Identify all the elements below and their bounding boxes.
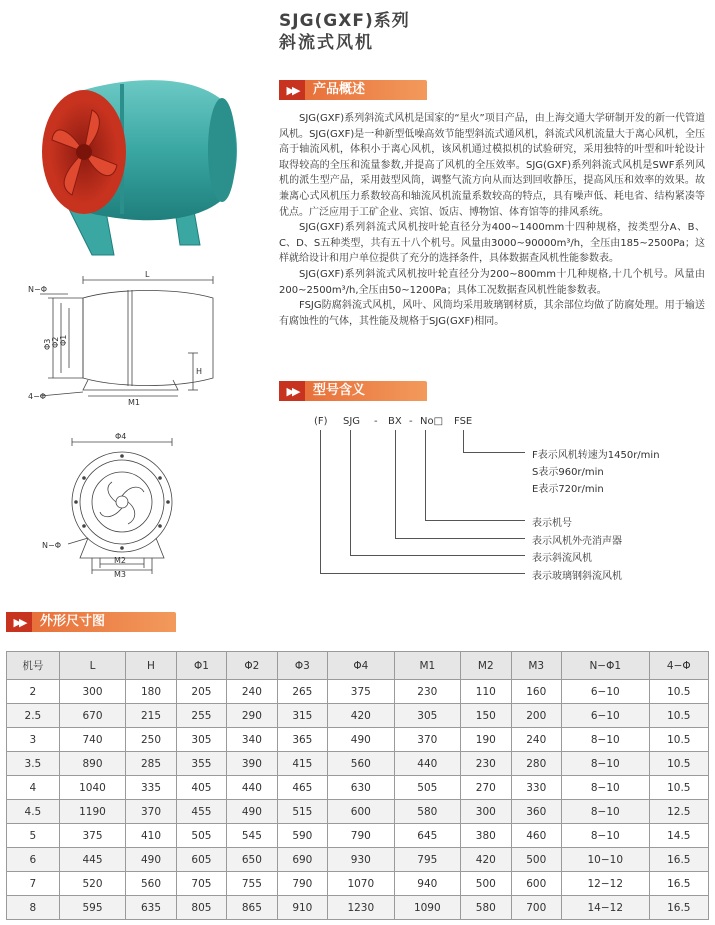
table-header: M1 xyxy=(394,652,461,680)
table-cell: 1090 xyxy=(394,896,461,920)
table-header: Φ3 xyxy=(277,652,327,680)
table-row xyxy=(7,728,709,752)
table-header-row xyxy=(7,652,709,680)
table-cell: 205 xyxy=(176,680,226,704)
table-cell: 505 xyxy=(176,824,226,848)
table-cell: 255 xyxy=(176,704,226,728)
label-phi3: Φ3 xyxy=(43,338,52,350)
table-cell: 415 xyxy=(277,752,327,776)
desc-bx: 表示风机外壳消声器 xyxy=(532,536,622,547)
table-body xyxy=(7,680,709,920)
table-cell: 1230 xyxy=(328,896,395,920)
table-cell: 10.5 xyxy=(649,752,708,776)
table-cell: 1040 xyxy=(59,776,126,800)
section-overview-header xyxy=(279,80,427,100)
page-subtitle: 斜流式风机 xyxy=(279,33,374,53)
table-cell: 755 xyxy=(227,872,277,896)
table-cell: 8 xyxy=(7,896,60,920)
table-cell: 300 xyxy=(461,800,511,824)
table-cell: 505 xyxy=(394,776,461,800)
table-cell: 2.5 xyxy=(7,704,60,728)
table-cell: 370 xyxy=(394,728,461,752)
table-header: Φ1 xyxy=(176,652,226,680)
code-part-no: No□ xyxy=(420,416,444,427)
table-cell: 590 xyxy=(277,824,327,848)
table-cell: 355 xyxy=(176,752,226,776)
table-cell: 8−10 xyxy=(561,824,649,848)
table-cell: 6 xyxy=(7,848,60,872)
table-cell: 2 xyxy=(7,680,60,704)
table-cell: 8−10 xyxy=(561,800,649,824)
section-dimensions-label: 外形尺寸图 xyxy=(32,612,176,632)
label-H: H xyxy=(196,367,203,376)
section-dimensions-header xyxy=(6,612,176,632)
table-cell: 215 xyxy=(126,704,176,728)
table-cell: 370 xyxy=(126,800,176,824)
double-chevron-icon: ▶▶ xyxy=(279,80,305,100)
table-cell: 1190 xyxy=(59,800,126,824)
table-cell: 420 xyxy=(461,848,511,872)
label-phi1: Φ1 xyxy=(59,334,68,346)
table-cell: 405 xyxy=(176,776,226,800)
table-cell: 595 xyxy=(59,896,126,920)
table-cell: 3 xyxy=(7,728,60,752)
table-header: 机号 xyxy=(7,652,60,680)
table-cell: 380 xyxy=(461,824,511,848)
table-cell: 16.5 xyxy=(649,872,708,896)
table-cell: 16.5 xyxy=(649,848,708,872)
desc-sjg: 表示斜流风机 xyxy=(532,553,592,564)
table-cell: 110 xyxy=(461,680,511,704)
table-cell: 8−10 xyxy=(561,776,649,800)
code-dash: - xyxy=(374,416,378,427)
overview-paragraph: FSJG防腐斜流式风机，风叶、风筒均采用玻璃钢材质，其余部位均做了防腐处理。用于输送有腐蚀性的气体，其性能及规格于SJG(GXF)相同。 xyxy=(279,300,705,327)
section-model-header xyxy=(279,381,427,401)
table-cell: 560 xyxy=(126,872,176,896)
table-cell: 305 xyxy=(394,704,461,728)
table-cell: 365 xyxy=(277,728,327,752)
table-cell: 670 xyxy=(59,704,126,728)
table-header: Φ2 xyxy=(227,652,277,680)
table-cell: 10.5 xyxy=(649,680,708,704)
table-row xyxy=(7,800,709,824)
code-dash: - xyxy=(409,416,413,427)
table-cell: 240 xyxy=(511,728,561,752)
table-cell: 635 xyxy=(126,896,176,920)
table-cell: 200 xyxy=(511,704,561,728)
overview-paragraph: SJG(GXF)系列斜流式风机按叶轮直径分为400~1400mm十四种规格，按类型分A、B、C、D、S五种类型，共有五十八个机号。风量由3000~90000m³/h，全压由185~2500Pa；这样就给设计和用户单位提供了充分的选择条件，具体数据查风机性能参数表。 xyxy=(279,222,705,265)
table-cell: 490 xyxy=(328,728,395,752)
desc-speed-f: F表示风机转速为1450r/min xyxy=(532,450,660,461)
desc-no: 表示机号 xyxy=(532,518,572,529)
table-cell: 335 xyxy=(126,776,176,800)
code-part-bx: BX xyxy=(388,416,402,427)
table-cell: 490 xyxy=(126,848,176,872)
table-cell: 890 xyxy=(59,752,126,776)
model-code-diagram xyxy=(314,412,714,587)
label-M3: M3 xyxy=(114,570,126,579)
table-header: H xyxy=(126,652,176,680)
label-n-phi: N−Φ xyxy=(28,285,47,294)
table-cell: 440 xyxy=(227,776,277,800)
desc-speed-s: S表示960r/min xyxy=(532,467,604,478)
table-cell: 10.5 xyxy=(649,704,708,728)
table-cell: 160 xyxy=(511,680,561,704)
section-overview-label: 产品概述 xyxy=(305,80,427,100)
table-row xyxy=(7,872,709,896)
table-cell: 515 xyxy=(277,800,327,824)
table-cell: 420 xyxy=(328,704,395,728)
table-cell: 280 xyxy=(511,752,561,776)
table-cell: 290 xyxy=(227,704,277,728)
desc-f: 表示玻璃钢斜流风机 xyxy=(532,571,622,582)
title-block xyxy=(279,10,410,54)
fan-photo xyxy=(22,70,252,260)
table-cell: 14−12 xyxy=(561,896,649,920)
table-cell: 930 xyxy=(328,848,395,872)
table-cell: 940 xyxy=(394,872,461,896)
table-cell: 305 xyxy=(176,728,226,752)
table-cell: 580 xyxy=(394,800,461,824)
table-cell: 150 xyxy=(461,704,511,728)
table-cell: 1070 xyxy=(328,872,395,896)
table-cell: 240 xyxy=(227,680,277,704)
desc-speed-e: E表示720r/min xyxy=(532,484,604,495)
double-chevron-icon: ▶▶ xyxy=(279,381,305,401)
label-phi4: Φ4 xyxy=(115,432,127,441)
table-cell: 455 xyxy=(176,800,226,824)
table-cell: 795 xyxy=(394,848,461,872)
table-cell: 270 xyxy=(461,776,511,800)
table-cell: 560 xyxy=(328,752,395,776)
table-cell: 700 xyxy=(511,896,561,920)
dimensions-table xyxy=(6,651,709,920)
table-cell: 600 xyxy=(511,872,561,896)
table-header: M3 xyxy=(511,652,561,680)
table-row xyxy=(7,680,709,704)
table-cell: 910 xyxy=(277,896,327,920)
table-cell: 12−12 xyxy=(561,872,649,896)
table-header: Φ4 xyxy=(328,652,395,680)
code-part-fse: FSE xyxy=(454,416,473,427)
table-cell: 8−10 xyxy=(561,728,649,752)
table-cell: 5 xyxy=(7,824,60,848)
code-part-f: (F) xyxy=(314,416,328,427)
table-cell: 12.5 xyxy=(649,800,708,824)
table-cell: 445 xyxy=(59,848,126,872)
table-cell: 375 xyxy=(59,824,126,848)
label-4-phi: 4−Φ xyxy=(28,392,47,401)
double-chevron-icon: ▶▶ xyxy=(6,612,32,632)
overview-paragraph: SJG(GXF)系列斜流式风机按叶轮直径分为200~800mm十几种规格,十几个机号。风量由200~2500m³/h,全压由50~1200Pa；具体工况数据查风机性能参数表。 xyxy=(279,268,705,296)
table-cell: 315 xyxy=(277,704,327,728)
table-row xyxy=(7,776,709,800)
table-cell: 545 xyxy=(227,824,277,848)
table-cell: 520 xyxy=(59,872,126,896)
table-cell: 4.5 xyxy=(7,800,60,824)
table-header: M2 xyxy=(461,652,511,680)
table-cell: 500 xyxy=(461,872,511,896)
table-cell: 7 xyxy=(7,872,60,896)
table-cell: 690 xyxy=(277,848,327,872)
table-cell: 605 xyxy=(176,848,226,872)
table-cell: 630 xyxy=(328,776,395,800)
table-cell: 190 xyxy=(461,728,511,752)
table-row xyxy=(7,752,709,776)
code-part-sjg: SJG xyxy=(343,416,361,427)
table-cell: 330 xyxy=(511,776,561,800)
table-cell: 460 xyxy=(511,824,561,848)
overview-text xyxy=(279,111,705,329)
page-title: SJG(GXF)系列 xyxy=(279,11,410,31)
table-cell: 14.5 xyxy=(649,824,708,848)
section-model-label: 型号含义 xyxy=(305,381,427,401)
table-cell: 180 xyxy=(126,680,176,704)
table-cell: 10.5 xyxy=(649,776,708,800)
table-cell: 740 xyxy=(59,728,126,752)
table-cell: 300 xyxy=(59,680,126,704)
table-cell: 650 xyxy=(227,848,277,872)
table-cell: 790 xyxy=(277,872,327,896)
table-cell: 4 xyxy=(7,776,60,800)
side-view-drawing xyxy=(28,268,228,408)
table-cell: 580 xyxy=(461,896,511,920)
label-L: L xyxy=(145,270,150,279)
table-cell: 500 xyxy=(511,848,561,872)
table-cell: 465 xyxy=(277,776,327,800)
table-cell: 8−10 xyxy=(561,752,649,776)
table-cell: 375 xyxy=(328,680,395,704)
overview-paragraph: SJG(GXF)系列斜流式风机是国家的“星火”项目产品，由上海交通大学研制开发的新一代管道风机。SJG(GXF)是一种新型低噪高效节能型斜流式通风机，斜流式风机流量大于离心风机，全压高于轴流风机，体积小于离心风机，该风机通过模拟机的试验研究，采用独特的叶型和叶轮设计取得较高的全压和流量参数,并提高了风机的全压效率。SJG(GXF)系列斜流式风机是SWF系列风机的派生型产品，采用鼓型风筒，调整气流方向从而达到回收静压，提高风压和效率的效果。故兼离心式风机压力系数较高和轴流风机流量系数较高的特点，具有噪声低、耗电省、结构紧凑等优点。广泛应用于工矿企业、宾馆、饭店、博物馆、体育馆等的排风系统。 xyxy=(279,113,705,218)
table-cell: 16.5 xyxy=(649,896,708,920)
table-header: L xyxy=(59,652,126,680)
table-cell: 600 xyxy=(328,800,395,824)
table-cell: 250 xyxy=(126,728,176,752)
table-cell: 490 xyxy=(227,800,277,824)
table-cell: 805 xyxy=(176,896,226,920)
table-cell: 10−10 xyxy=(561,848,649,872)
table-cell: 6−10 xyxy=(561,680,649,704)
table-cell: 3.5 xyxy=(7,752,60,776)
table-row xyxy=(7,704,709,728)
table-row xyxy=(7,848,709,872)
table-cell: 865 xyxy=(227,896,277,920)
table-cell: 410 xyxy=(126,824,176,848)
front-view-drawing xyxy=(40,430,210,580)
table-row xyxy=(7,896,709,920)
table-cell: 645 xyxy=(394,824,461,848)
table-cell: 6−10 xyxy=(561,704,649,728)
table-cell: 360 xyxy=(511,800,561,824)
table-cell: 390 xyxy=(227,752,277,776)
table-header: N−Φ1 xyxy=(561,652,649,680)
table-cell: 10.5 xyxy=(649,728,708,752)
table-cell: 340 xyxy=(227,728,277,752)
label-phi2: Φ2 xyxy=(51,336,60,348)
label-M1: M1 xyxy=(128,398,140,407)
table-cell: 230 xyxy=(394,680,461,704)
label-M2: M2 xyxy=(114,556,126,565)
table-cell: 790 xyxy=(328,824,395,848)
table-cell: 705 xyxy=(176,872,226,896)
table-cell: 265 xyxy=(277,680,327,704)
table-cell: 230 xyxy=(461,752,511,776)
label-n-phi-front: N−Φ xyxy=(42,541,61,550)
table-cell: 285 xyxy=(126,752,176,776)
table-header: 4−Φ xyxy=(649,652,708,680)
table-row xyxy=(7,824,709,848)
table-cell: 440 xyxy=(394,752,461,776)
